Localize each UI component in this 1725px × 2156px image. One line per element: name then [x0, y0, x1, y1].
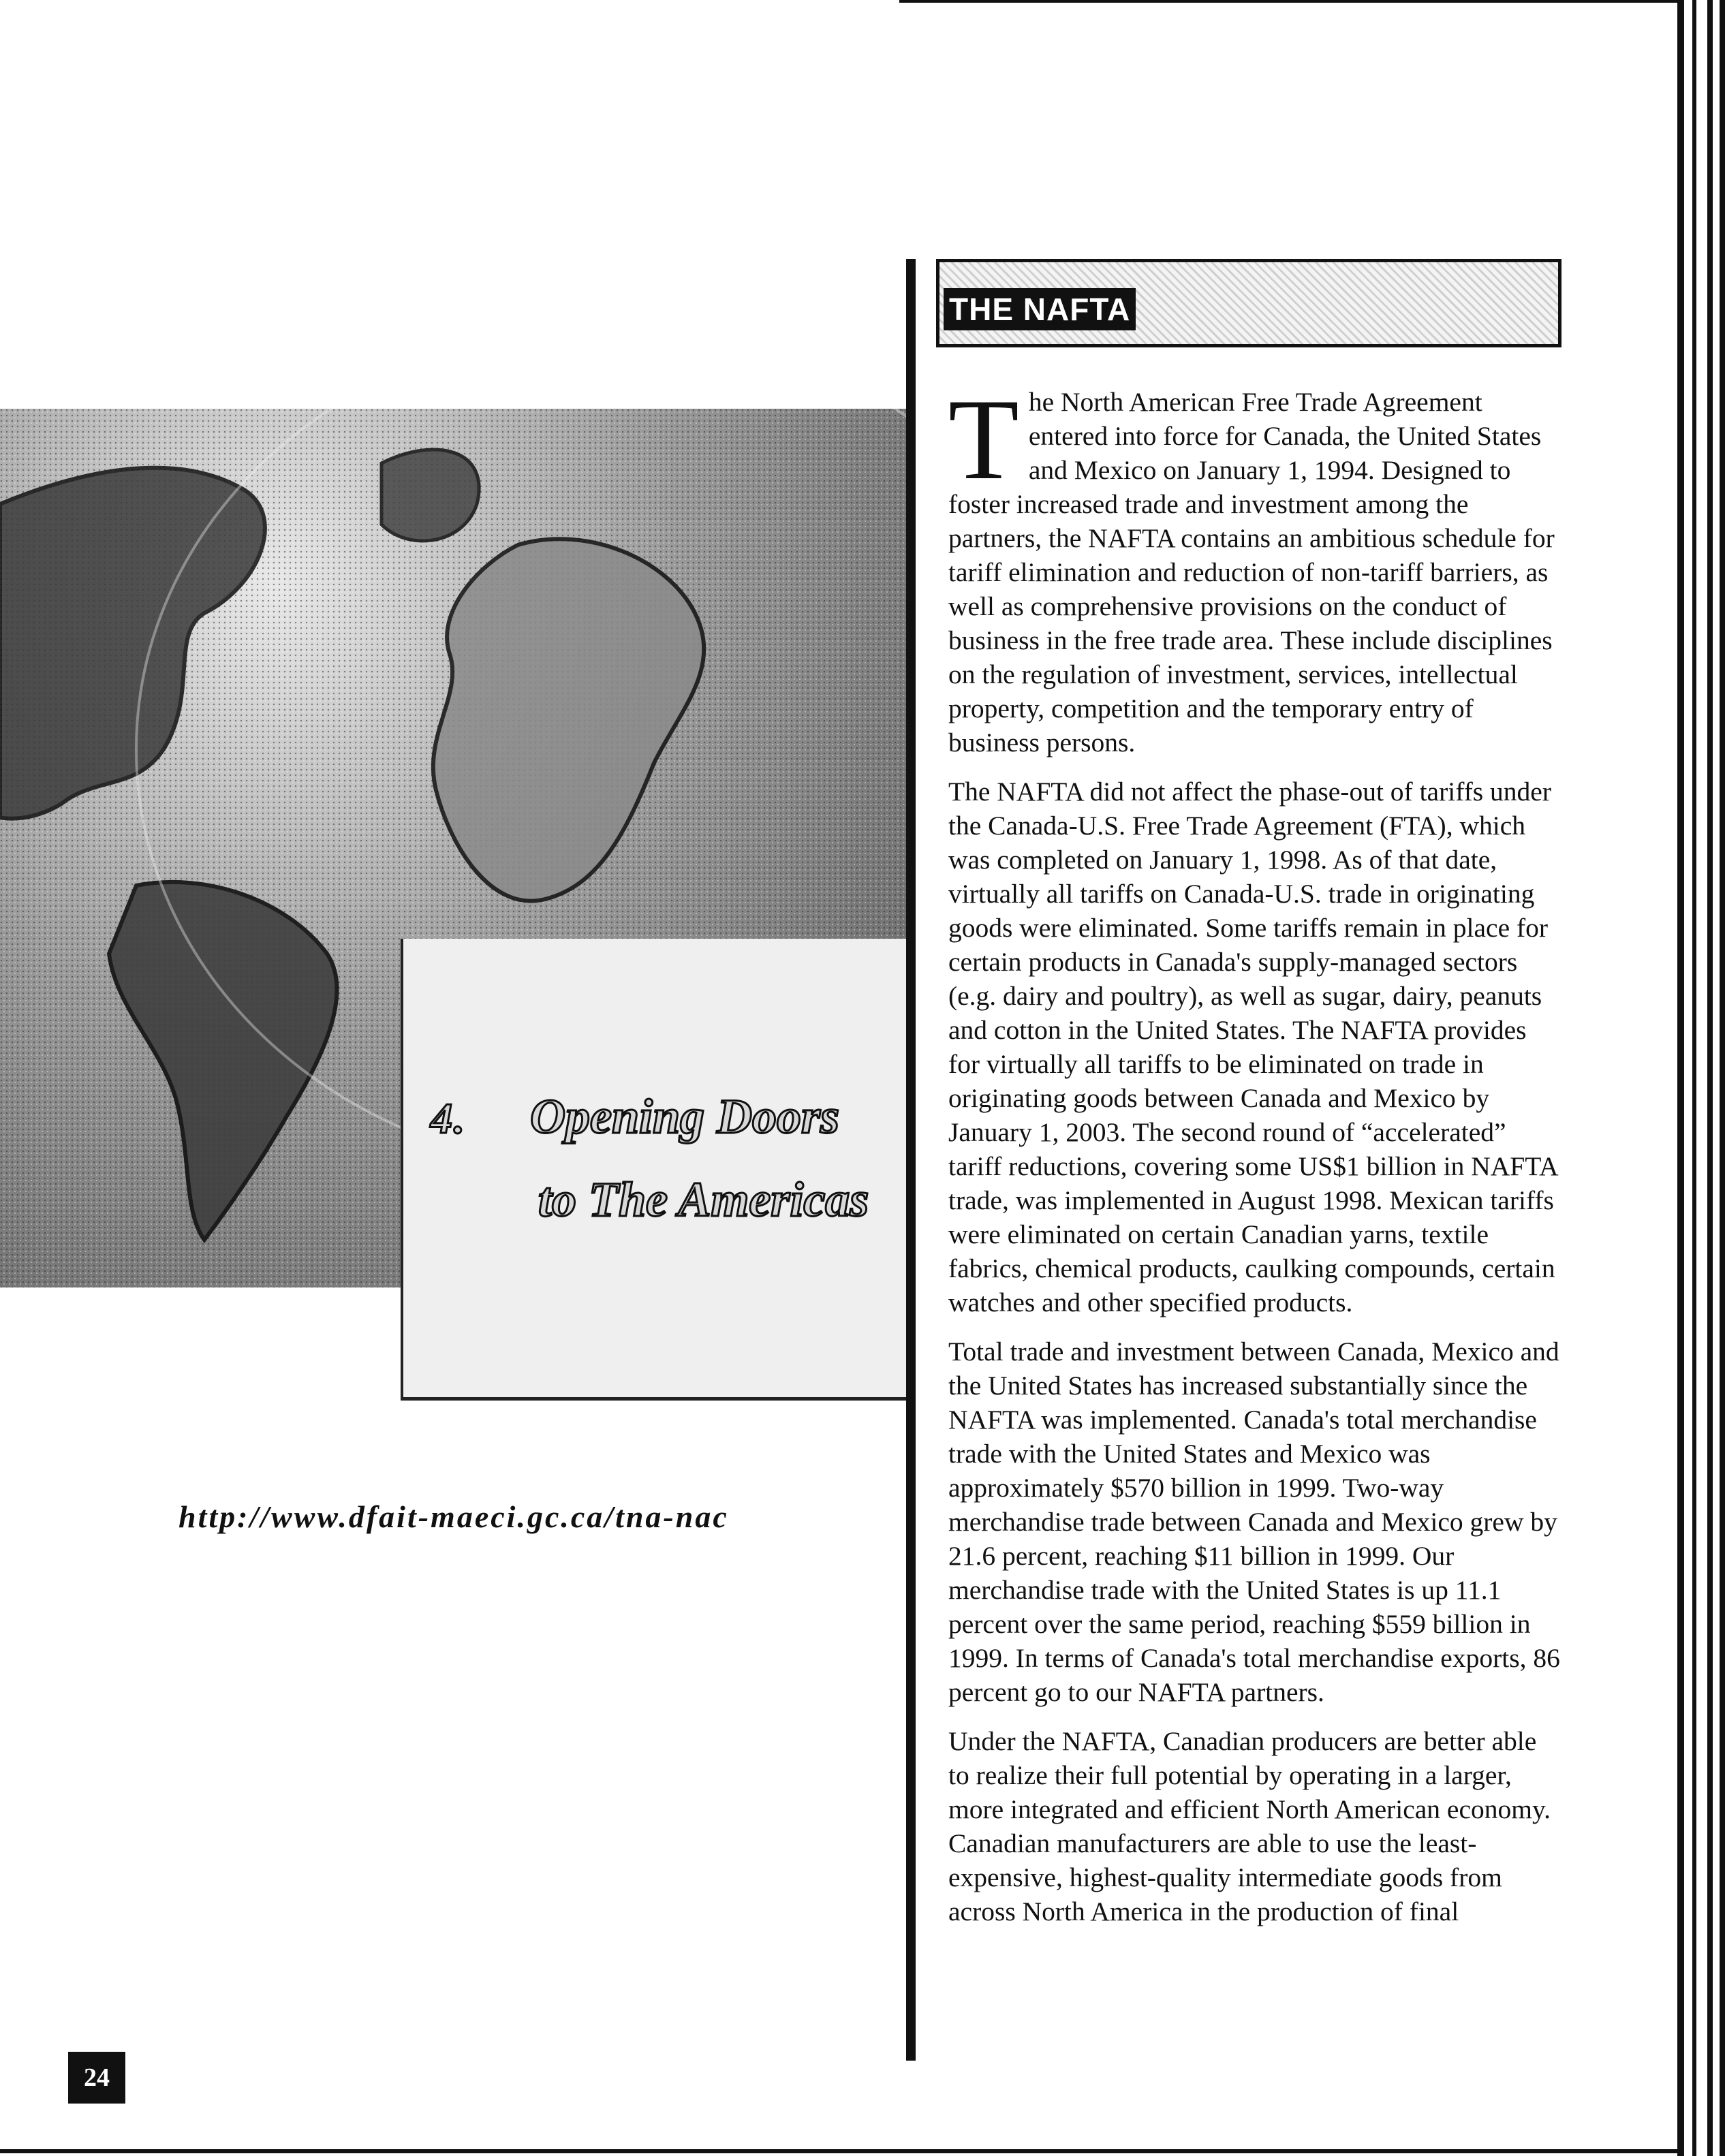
page-edge-bar	[1720, 0, 1725, 2156]
top-edge-line	[899, 0, 1683, 3]
column-divider	[906, 259, 916, 2061]
chapter-title-line-1: Opening Doors	[530, 1089, 840, 1144]
chapter-number: 4.	[431, 1094, 466, 1142]
page-edge-bar	[1692, 0, 1696, 2156]
article-body	[948, 375, 1561, 1943]
section-header-title: THE NAFTA	[944, 288, 1136, 330]
bottom-edge-line	[0, 2149, 1683, 2153]
paragraph-4: Under the NAFTA, Canadian producers are better able to realize their full potential by operating in a larger, more integrated and efficient North American economy. Canadian manufacturers are able to use the least-expensive, highest-quality intermediate goods from across North America in the production of final	[948, 1726, 1551, 1926]
chapter-title-box	[401, 939, 906, 1401]
chapter-title-line-2: to The Americas	[538, 1172, 869, 1227]
drop-cap: T	[948, 375, 1019, 503]
website-url[interactable]: http://www.dfait-maeci.gc.ca/tna-nac	[178, 1499, 729, 1534]
paragraph-3: Total trade and investment between Canada, Mexico and the United States has increased substantially since the NAFTA was implemented. Canada's total merchandise trade with the United States and Mexico was approximately $570 billion in 1999. Two-way merchandise trade between Canada and Mexico grew by 21.6 percent, reaching $11 billion in 1999. Our merchandise trade with the United States is up 11.1 percent over the same period, reaching $559 billion in 1999. In terms of Canada's total merchandise exports, 86 percent go to our NAFTA partners.	[948, 1337, 1560, 1707]
page-edge-bar	[1707, 0, 1713, 2156]
page-edge-bar	[1677, 0, 1684, 2156]
page-number: 24	[68, 2052, 125, 2104]
section-header-box	[936, 259, 1561, 347]
paragraph-1-text: he North American Free Trade Agreement entered into force for Canada, the United States and Mexico on January 1, 1994. Designed to foster increased trade and investment among the partners, the NAFTA contains an ambitious schedule for tariff elimination and reduction of non-tariff barriers, as well as comprehensive provisions on the conduct of business in the free trade area. These include disciplines on the regulation of investment, services, intellectual property, competition and the temporary entry of business persons.	[948, 387, 1555, 757]
paragraph-1	[948, 375, 1561, 760]
paragraph-2: The NAFTA did not affect the phase-out of tariffs under the Canada-U.S. Free Trade Agreement (FTA), which was completed on January 1, 1998. As of that date, virtually all tariffs on Canada-U.S. trade in originating goods were eliminated. Some tariffs remain in place for certain products in Canada's supply-managed sectors (e.g. dairy and poultry), as well as sugar, dairy, peanuts and cotton in the United States. The NAFTA provides for virtually all tariffs to be eliminated on trade in originating goods between Canada and Mexico by January 1, 2003. The second round of “accelerated” tariff reductions, covering some US$1 billion in NAFTA trade, was implemented in August 1998. Mexican tariffs were eliminated on certain Canadian yarns, textile fabrics, chemical products, caulking compounds, certain watches and other specified products.	[948, 777, 1557, 1317]
